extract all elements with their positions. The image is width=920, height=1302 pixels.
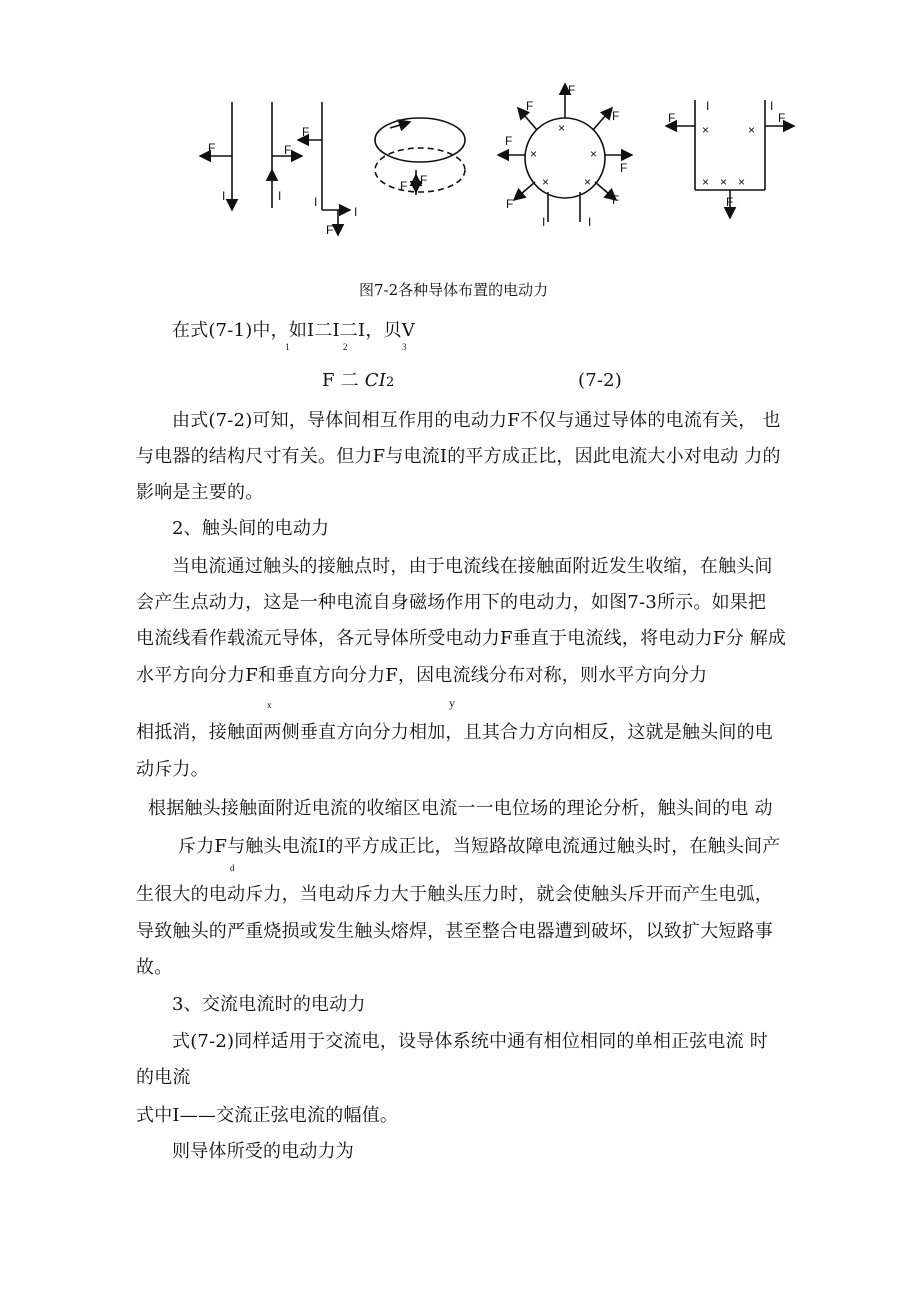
equation-number: (7-2) (578, 370, 623, 391)
svg-text:I: I (354, 205, 358, 219)
svg-text:×: × (738, 175, 746, 189)
equation-left: F 二 (322, 370, 365, 391)
svg-text:F: F (505, 134, 513, 148)
paragraph-3-line-1: 根据触头接触面附近电流的收缩区电流一一电位场的理论分析，触头间的电 动 (148, 798, 773, 819)
svg-text:I: I (542, 215, 546, 229)
paragraph-2-line-2: 会产生点动力，这是一种电流自身磁场作用下的电动力，如图7-3所示。如果把 (136, 592, 767, 613)
paragraph-4-line-2: 的电流 (136, 1067, 191, 1088)
svg-text:F: F (568, 83, 576, 97)
paragraph-2-line-5: 相抵消，接触面两侧垂直方向分力相加，且其合力方向相反，这就是触头间的电 (136, 722, 773, 743)
paragraph-3-line-4: 导致触头的严重烧损或发生触头熔焊，甚至整合电器遭到破坏，以致扩大短路事 (136, 921, 773, 942)
svg-text:F: F (778, 111, 786, 125)
section-heading-2: 2、触头间的电动力 (172, 518, 330, 539)
formula-intro: 在式(7-1)中，如I二I二I，贝V (172, 320, 415, 341)
paragraph-4-line-1: 式(7-2)同样适用于交流电，设导体系统中通有相位相同的单相正弦电流 时 (172, 1031, 768, 1052)
paragraph-6-line-1: 则导体所受的电动力为 (172, 1141, 354, 1162)
coil-ellipse-1 (375, 118, 465, 162)
svg-text:F: F (668, 111, 676, 125)
svg-text:F: F (420, 173, 428, 187)
formula-sub-3: 3 (402, 342, 407, 352)
equation (322, 370, 395, 394)
svg-text:F: F (302, 125, 310, 139)
svg-text:×: × (720, 175, 728, 189)
svg-text:F: F (726, 195, 734, 209)
subscript-y: y (449, 696, 455, 710)
svg-text:×: × (702, 123, 710, 137)
svg-text:×: × (702, 175, 710, 189)
conductor-force-figure (180, 80, 820, 250)
figure-caption: 图7-2各种导体布置的电动力 (359, 281, 549, 299)
svg-text:F: F (612, 109, 620, 123)
svg-text:×: × (530, 147, 538, 161)
paragraph-3-line-2: 斥力F与触头电流I的平方成正比，当短路故障电流通过触头时，在触头间产 (178, 836, 781, 857)
equation-main: CI (364, 370, 387, 391)
formula-sub-2: 2 (343, 342, 348, 352)
paragraph-2-line-6: 动斥力。 (136, 759, 209, 780)
paragraph-3-line-3: 生很大的电动斥力，当电动斥力大于触头压力时，就会使触头斥开而产生电弧， (136, 884, 773, 905)
svg-text:F: F (620, 161, 628, 175)
svg-text:F: F (208, 141, 216, 155)
paragraph-1-line-3: 影响是主要的。 (136, 482, 264, 503)
svg-text:×: × (558, 121, 566, 135)
svg-text:F: F (400, 179, 408, 193)
svg-text:I: I (770, 99, 774, 113)
paragraph-3-line-5: 故。 (136, 957, 173, 978)
paragraph-2-line-3: 电流线看作载流元导体，各元导体所受电动力F垂直于电流线，将电动力F分 解成 (136, 628, 787, 649)
svg-text:×: × (584, 175, 592, 189)
equation-exponent: 2 (386, 375, 395, 390)
svg-text:F: F (506, 197, 514, 211)
svg-text:F: F (284, 143, 292, 157)
svg-text:×: × (542, 175, 550, 189)
paragraph-1-line-2: 与电器的结构尺寸有关。但力F与电流I的平方成正比，因此电流大小对电动 力的 (136, 446, 781, 467)
svg-text:F: F (326, 223, 334, 237)
subscript-d: d (230, 863, 235, 873)
svg-text:I: I (278, 189, 282, 203)
paragraph-5-line-1: 式中I——交流正弦电流的幅值。 (136, 1105, 399, 1126)
paragraph-1-line-1: 由式(7-2)可知，导体间相互作用的电动力F不仅与通过导体的电流有关， 也 (172, 410, 781, 431)
svg-text:×: × (748, 123, 756, 137)
svg-text:I: I (588, 215, 592, 229)
svg-text:I: I (222, 189, 226, 203)
svg-text:F: F (526, 99, 534, 113)
section-heading-3: 3、交流电流时的电动力 (172, 994, 366, 1015)
svg-text:I: I (706, 99, 710, 113)
svg-text:I: I (314, 195, 318, 209)
svg-text:×: × (590, 147, 598, 161)
svg-text:F: F (612, 193, 620, 207)
paragraph-2-line-1: 当电流通过触头的接触点时，由于电流线在接触面附近发生收缩，在触头间 (172, 556, 773, 577)
formula-sub-1: 1 (285, 342, 290, 352)
subscript-x: x (267, 700, 272, 710)
paragraph-2-line-4: 水平方向分力F和垂直方向分力F，因电流线分布对称，则水平方向分力 (136, 665, 708, 686)
